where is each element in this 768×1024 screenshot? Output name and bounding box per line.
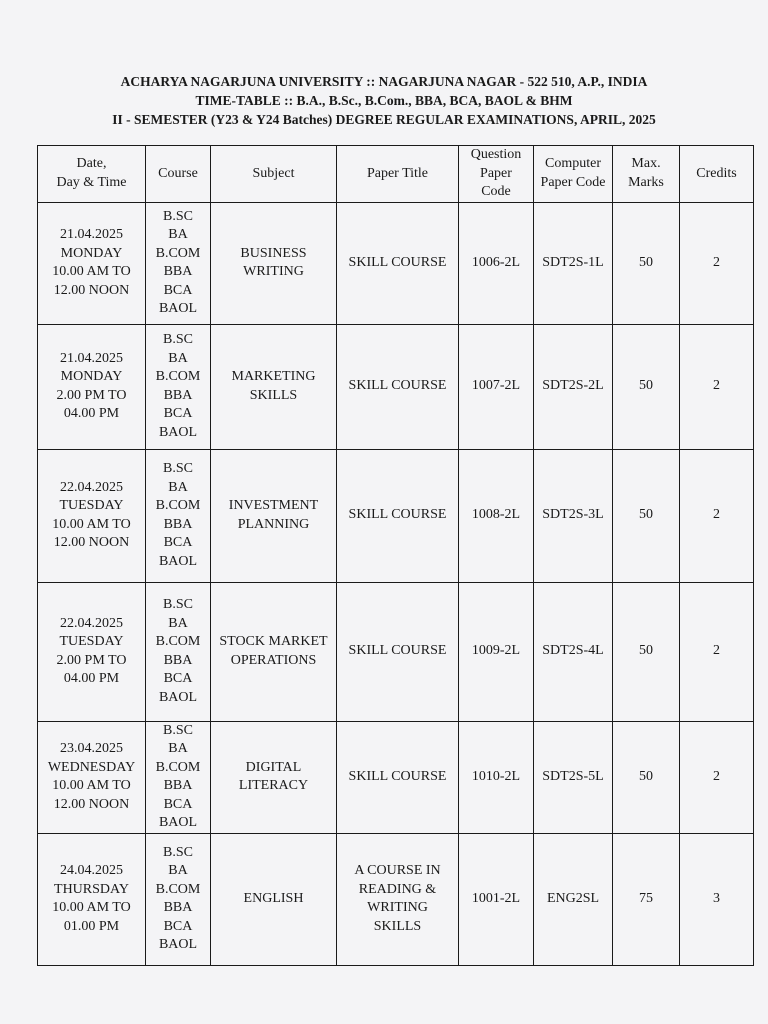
max-marks-cell: 50 — [613, 202, 680, 324]
course-cell-line: BCA — [163, 796, 193, 812]
question-paper-code-cell: 1007-2L — [459, 324, 534, 449]
subject-cell — [211, 721, 337, 833]
header-credits — [680, 146, 754, 203]
course-cell-line: BBA — [163, 387, 193, 403]
header-line: Course — [158, 165, 198, 181]
course-cell-line: BCA — [163, 918, 193, 934]
header-max-marks — [613, 146, 680, 203]
date-cell-line: 2.00 PM TO — [56, 387, 127, 403]
course-cell — [146, 582, 211, 721]
subject-cell-line: LITERACY — [238, 778, 309, 793]
subject-cell-line: STOCK MARKET — [219, 634, 328, 649]
max-marks-cell: 50 — [613, 721, 680, 833]
course-cell-line: BBA — [163, 516, 193, 532]
paper-title-cell-line: SKILLS — [373, 918, 422, 934]
header-line: Question — [470, 147, 522, 162]
date-cell-line: 22.04.2025 — [60, 615, 123, 631]
date-cell-line: 23.04.2025 — [60, 741, 123, 756]
header-paper-title — [337, 146, 459, 203]
max-marks-cell: 50 — [613, 449, 680, 582]
date-cell-line: TUESDAY — [59, 498, 124, 513]
date-cell-line: 22.04.2025 — [60, 479, 123, 495]
course-cell-line: BCA — [163, 406, 193, 421]
course-cell — [146, 324, 211, 449]
header-date — [38, 146, 146, 203]
paper-title-cell — [337, 833, 459, 965]
course-cell-line: BAOL — [158, 553, 198, 569]
date-cell-line: 2.00 PM TO — [56, 652, 127, 668]
header-line: Paper Title — [366, 165, 429, 181]
course-cell-line: BBA — [163, 778, 193, 793]
credits-cell: 3 — [680, 833, 754, 965]
question-paper-code-cell: 1008-2L — [459, 449, 534, 582]
course-cell — [146, 721, 211, 833]
date-cell-line: 04.00 PM — [63, 406, 120, 421]
course-cell-line: BA — [168, 615, 188, 631]
header-computer-paper-code — [534, 146, 613, 203]
header-line: Paper — [480, 165, 512, 181]
table-row — [38, 833, 754, 965]
course-cell-line: B.SC — [163, 597, 193, 612]
header-line: Max. — [631, 156, 661, 172]
date-cell-line: THURSDAY — [54, 881, 129, 897]
paper-title-cell-line: SKILL COURSE — [348, 768, 447, 784]
exam-title: II - SEMESTER (Y23 & Y24 Batches) DEGREE REGULAR EXAMINATIONS, APRIL, 2025 — [112, 112, 656, 127]
header-line: Day & Time — [56, 174, 127, 190]
date-cell-line: 01.00 PM — [63, 918, 120, 934]
course-cell-line: B.COM — [155, 498, 201, 513]
subject-cell-line: DIGITAL — [245, 759, 302, 775]
max-marks-cell: 75 — [613, 833, 680, 965]
paper-title-cell-line: A COURSE IN — [354, 863, 441, 878]
date-cell-line: 12.00 NOON — [53, 282, 130, 298]
course-cell-line: B.COM — [155, 369, 201, 384]
header-line: Date, — [76, 156, 107, 172]
max-marks-cell: 50 — [613, 582, 680, 721]
credits-cell: 2 — [680, 721, 754, 833]
course-cell-line: B.SC — [163, 722, 193, 738]
date-cell — [38, 449, 146, 582]
course-cell-line: B.SC — [163, 461, 193, 476]
subject-cell-line: ENGLISH — [243, 890, 304, 906]
paper-title-cell-line: SKILL COURSE — [348, 254, 447, 270]
credits-cell: 2 — [680, 582, 754, 721]
header-question-paper-code — [459, 146, 534, 203]
course-cell — [146, 202, 211, 324]
table-row — [38, 202, 754, 324]
date-cell-line: MONDAY — [60, 369, 123, 384]
date-cell-line: 21.04.2025 — [60, 350, 123, 366]
question-paper-code-cell: 1010-2L — [459, 721, 534, 833]
course-cell-line: B.COM — [155, 245, 201, 261]
subject-cell-line: MARKETING — [231, 369, 316, 384]
course-cell-line: BAOL — [158, 424, 198, 440]
paper-title-cell-line: SKILL COURSE — [348, 643, 447, 659]
max-marks-cell: 50 — [613, 324, 680, 449]
course-cell — [146, 833, 211, 965]
paper-title-cell — [337, 582, 459, 721]
question-paper-code-cell: 1009-2L — [459, 582, 534, 721]
course-cell-line: BAOL — [158, 689, 198, 705]
date-cell-line: TUESDAY — [59, 634, 124, 649]
date-cell-line: 10.00 AM TO — [52, 778, 131, 793]
course-cell-line: B.SC — [163, 844, 193, 860]
header-subject — [211, 146, 337, 203]
subject-cell-line: WRITING — [243, 264, 304, 279]
course-cell-line: B.COM — [155, 759, 201, 775]
computer-paper-code-cell: SDT2S-5L — [534, 721, 613, 833]
paper-title-cell-line: SKILL COURSE — [348, 378, 447, 394]
header-row — [38, 146, 754, 203]
paper-title-cell — [337, 324, 459, 449]
credits-cell: 2 — [680, 324, 754, 449]
course-cell-line: BAOL — [158, 937, 198, 952]
paper-title-cell — [337, 202, 459, 324]
course-cell-line: BBA — [163, 900, 193, 915]
date-cell — [38, 721, 146, 833]
subject-cell — [211, 202, 337, 324]
timetable — [37, 145, 754, 966]
question-paper-code-cell: 1001-2L — [459, 833, 534, 965]
date-cell-line: 10.00 AM TO — [52, 900, 131, 915]
course-cell-line: BBA — [163, 264, 193, 279]
date-cell — [38, 202, 146, 324]
course-cell-line: BAOL — [158, 301, 198, 316]
paper-title-cell — [337, 449, 459, 582]
table-row — [38, 324, 754, 449]
computer-paper-code-cell: SDT2S-1L — [534, 202, 613, 324]
table-row — [38, 721, 754, 833]
course-cell — [146, 449, 211, 582]
paper-title-cell-line: WRITING — [367, 900, 428, 915]
date-cell-line: MONDAY — [60, 245, 123, 261]
table-row — [38, 582, 754, 721]
course-cell-line: B.SC — [163, 208, 193, 224]
course-cell-line: BCA — [163, 671, 193, 686]
subject-cell-line: PLANNING — [237, 516, 310, 532]
paper-title-cell-line: SKILL COURSE — [348, 507, 447, 523]
subject-cell-line: INVESTMENT — [228, 498, 319, 513]
subject-cell-line: BUSINESS — [240, 245, 307, 261]
paper-title-cell — [337, 721, 459, 833]
date-cell-line: 12.00 NOON — [53, 535, 130, 550]
date-cell-line: WEDNESDAY — [47, 759, 136, 775]
subject-cell — [211, 833, 337, 965]
course-cell-line: BAOL — [158, 815, 198, 830]
course-cell-line: BA — [168, 863, 188, 878]
course-cell-line: BCA — [163, 282, 193, 298]
header-line: Marks — [628, 174, 664, 190]
credits-cell: 2 — [680, 202, 754, 324]
paper-title-cell-line: READING & — [358, 881, 437, 897]
header-line: Credits — [696, 165, 737, 181]
credits-cell: 2 — [680, 449, 754, 582]
date-cell-line: 04.00 PM — [63, 671, 120, 686]
date-cell-line: 24.04.2025 — [60, 863, 123, 878]
course-cell-line: BA — [168, 227, 188, 242]
subject-cell-line: SKILLS — [249, 387, 298, 403]
subject-cell-line: OPERATIONS — [230, 652, 317, 668]
course-cell-line: BBA — [163, 652, 193, 668]
computer-paper-code-cell: SDT2S-2L — [534, 324, 613, 449]
date-cell-line: 10.00 AM TO — [52, 516, 131, 532]
date-cell-line: 21.04.2025 — [60, 227, 123, 242]
course-cell-line: BCA — [163, 535, 193, 550]
header-line: Subject — [252, 165, 295, 181]
timetable-title: TIME-TABLE :: B.A., B.Sc., B.Com., BBA, BCA, BAOL & BHM — [195, 93, 573, 108]
course-cell-line: B.COM — [155, 881, 201, 897]
date-cell — [38, 833, 146, 965]
course-cell-line: B.COM — [155, 634, 201, 649]
header-course — [146, 146, 211, 203]
document-header — [0, 72, 768, 129]
computer-paper-code-cell: SDT2S-4L — [534, 582, 613, 721]
subject-cell — [211, 449, 337, 582]
header-line: Computer — [545, 156, 601, 172]
computer-paper-code-cell: SDT2S-3L — [534, 449, 613, 582]
subject-cell — [211, 582, 337, 721]
course-cell-line: BA — [168, 350, 188, 366]
date-cell-line: 10.00 AM TO — [52, 264, 131, 279]
date-cell-line: 12.00 NOON — [53, 796, 130, 812]
computer-paper-code-cell: ENG2SL — [534, 833, 613, 965]
course-cell-line: BA — [168, 741, 188, 756]
subject-cell — [211, 324, 337, 449]
date-cell — [38, 324, 146, 449]
course-cell-line: B.SC — [163, 332, 193, 347]
table-row — [38, 449, 754, 582]
course-cell-line: BA — [168, 479, 188, 495]
date-cell — [38, 582, 146, 721]
header-line: Paper Code — [540, 174, 606, 190]
university-title: ACHARYA NAGARJUNA UNIVERSITY :: NAGARJUNA NAGAR - 522 510, A.P., INDIA — [120, 74, 648, 89]
header-line: Code — [481, 184, 511, 199]
question-paper-code-cell: 1006-2L — [459, 202, 534, 324]
